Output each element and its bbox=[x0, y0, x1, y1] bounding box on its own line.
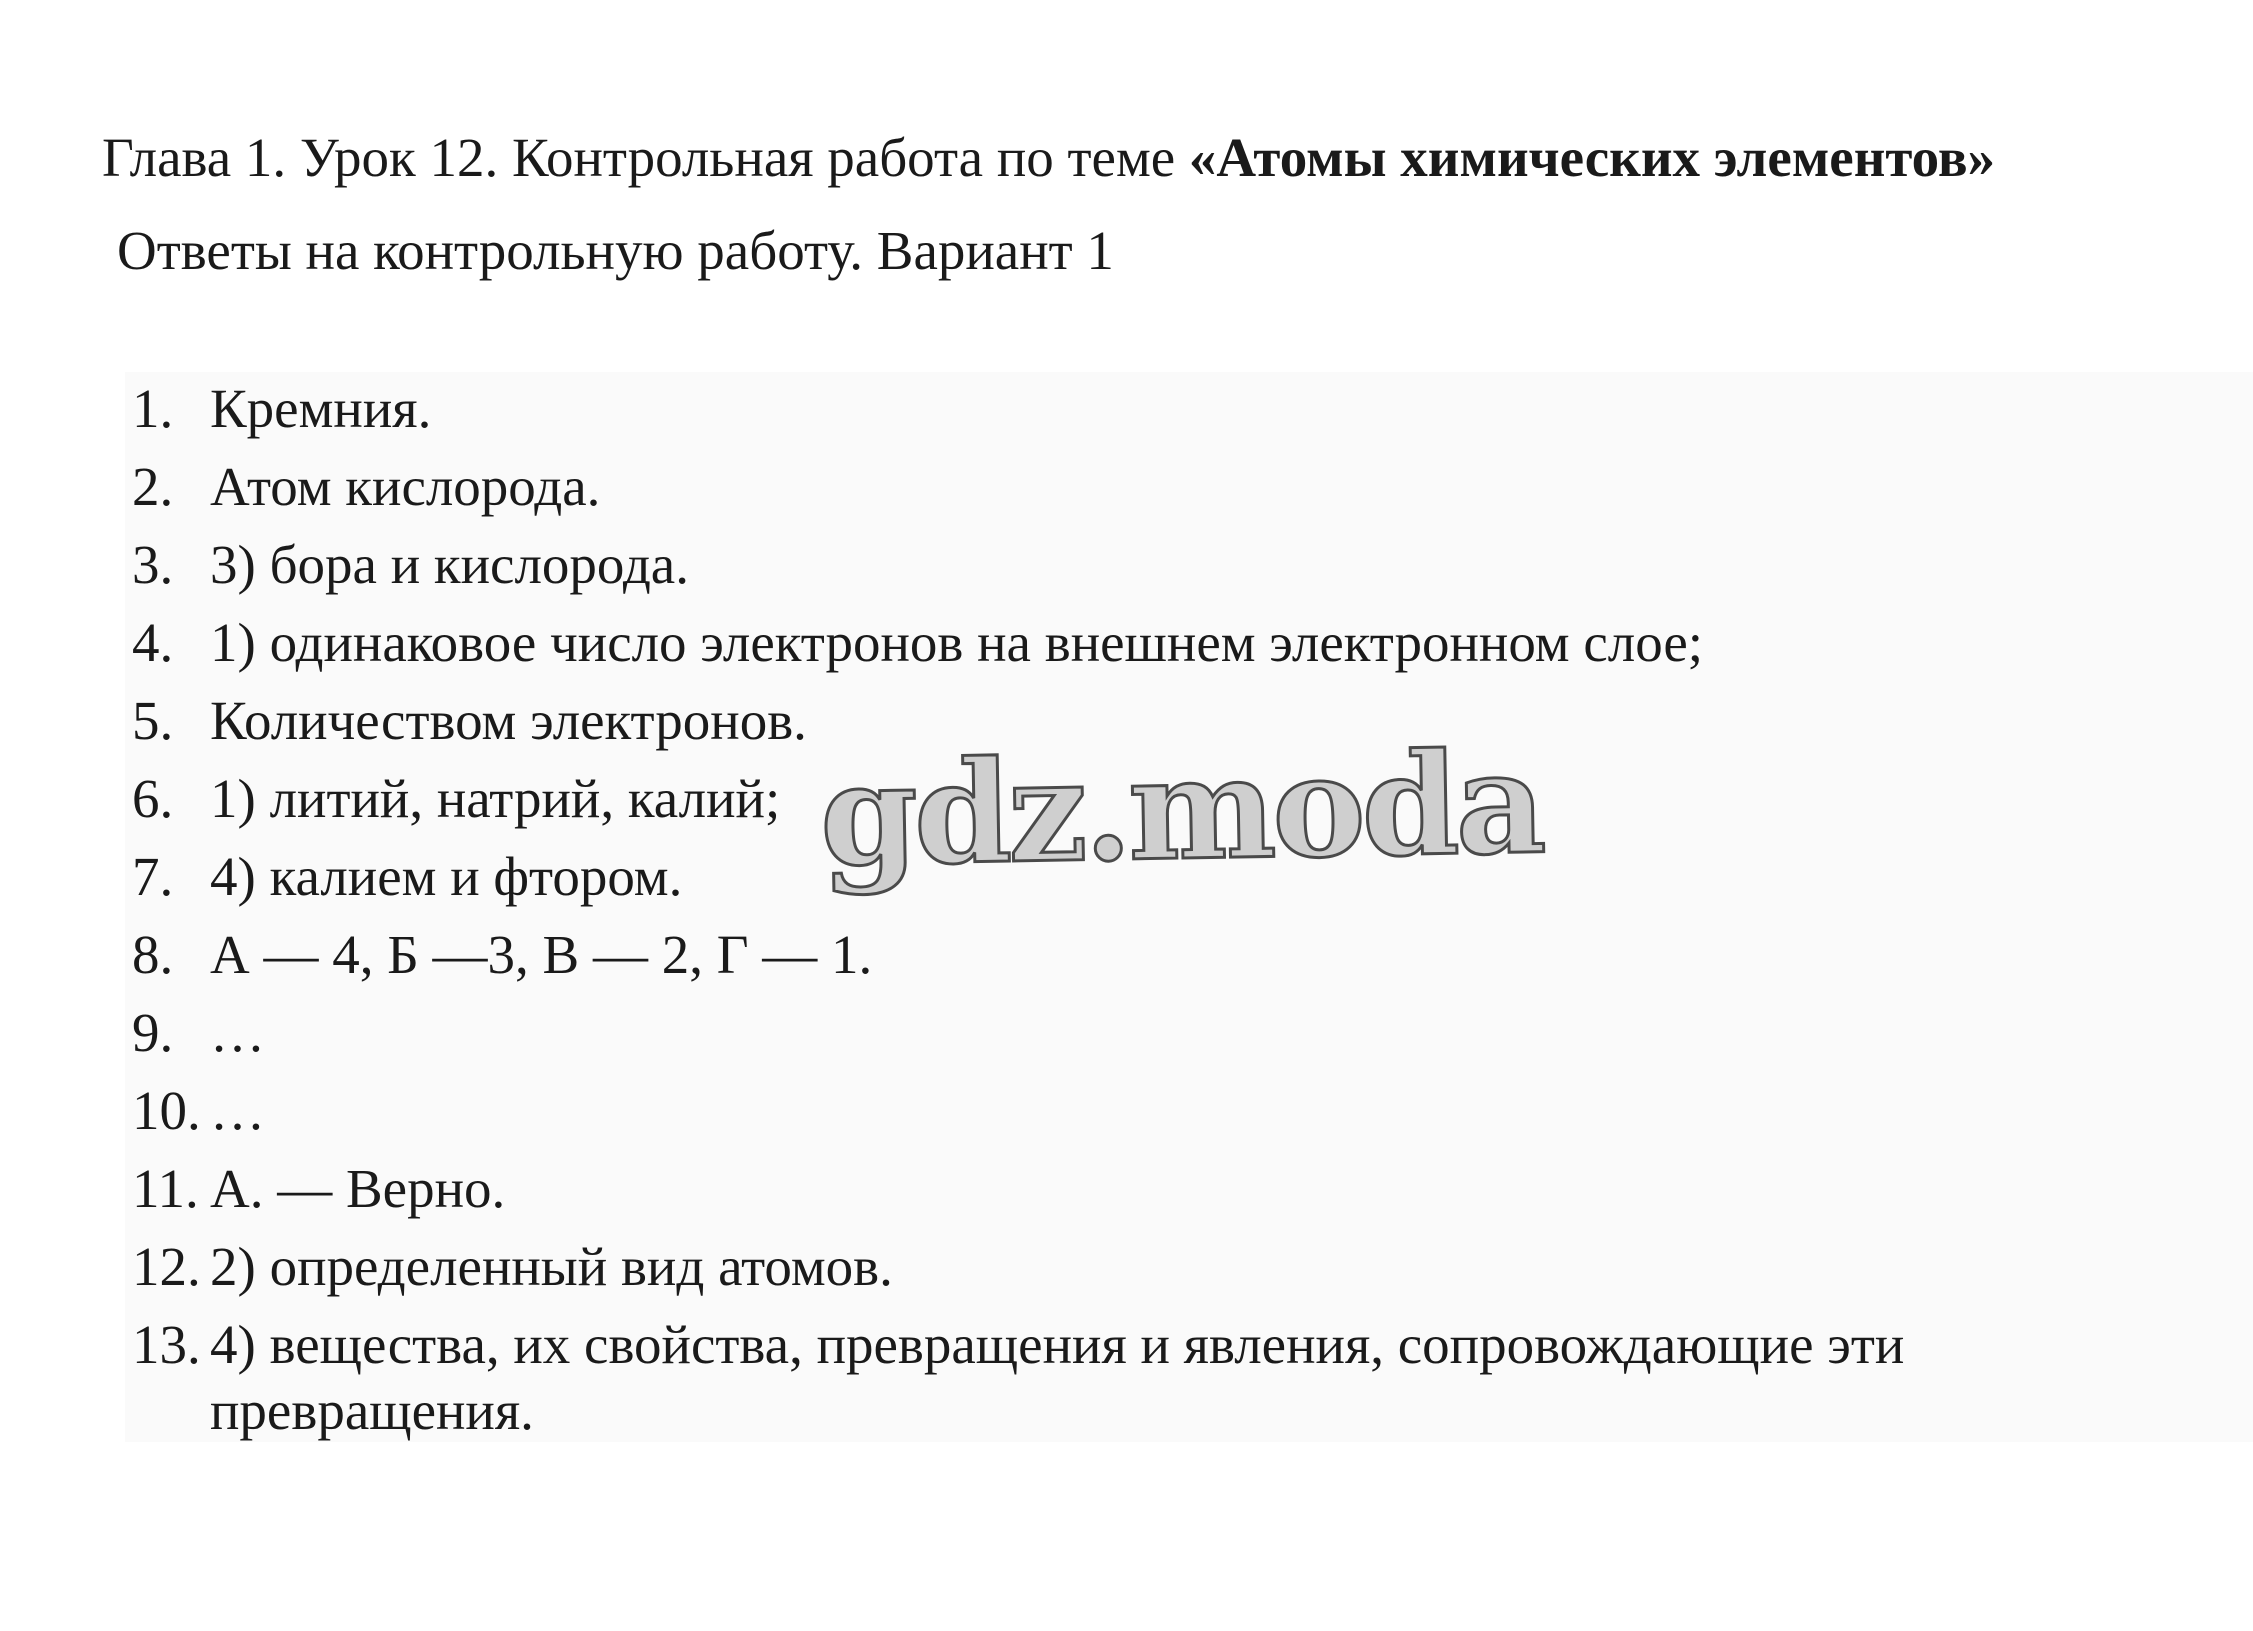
answer-text: 1) одинаковое число электронов на внешнем электронном слое; bbox=[210, 612, 1704, 673]
answer-item-12 bbox=[132, 1228, 2170, 1306]
answer-text: 4) вещества, их свойства, превращения и явления, сопровождающие эти превращения. bbox=[210, 1314, 1905, 1441]
answer-text: 3) бора и кислорода. bbox=[210, 534, 689, 595]
answer-text: … bbox=[210, 1080, 265, 1141]
answer-number: 7. bbox=[132, 846, 174, 907]
answer-number: 5. bbox=[132, 690, 174, 751]
answer-item-8 bbox=[132, 916, 2170, 994]
answers-list bbox=[132, 370, 2170, 1444]
answer-item-3 bbox=[132, 526, 2170, 604]
answer-text: А — 4, Б —3, В — 2, Г — 1. bbox=[210, 924, 873, 985]
answer-item-11 bbox=[132, 1150, 2170, 1228]
answer-number: 3. bbox=[132, 534, 174, 595]
answer-item-4 bbox=[132, 604, 2170, 682]
answer-number: 8. bbox=[132, 924, 174, 985]
answer-text: … bbox=[210, 1002, 265, 1063]
answer-text: 1) литий, натрий, калий; bbox=[210, 768, 781, 829]
answer-number: 9. bbox=[132, 1002, 174, 1063]
answer-number: 12. bbox=[132, 1236, 201, 1297]
answer-number: 4. bbox=[132, 612, 174, 673]
answer-number: 11. bbox=[132, 1158, 199, 1219]
answer-number: 2. bbox=[132, 456, 174, 517]
answer-number: 1. bbox=[132, 378, 174, 439]
answer-text: Кремния. bbox=[210, 378, 432, 439]
answer-number: 10. bbox=[132, 1080, 201, 1141]
title-prefix: Глава 1. Урок 12. Контрольная работа по теме bbox=[102, 127, 1189, 188]
title-topic: «Атомы химических элементов» bbox=[1188, 127, 1996, 188]
answer-item-2 bbox=[132, 448, 2170, 526]
answer-item-10 bbox=[132, 1072, 2170, 1150]
answer-item-9 bbox=[132, 994, 2170, 1072]
answer-item-1 bbox=[132, 370, 2170, 448]
answer-text: 4) калием и фтором. bbox=[210, 846, 683, 907]
answer-text: А. — Верно. bbox=[210, 1158, 506, 1219]
answer-number: 13. bbox=[132, 1314, 201, 1375]
answer-text: 2) определенный вид атомов. bbox=[210, 1236, 893, 1297]
answer-number: 6. bbox=[132, 768, 174, 829]
answer-item-13 bbox=[132, 1306, 2170, 1444]
watermark-logo: gdz.moda bbox=[818, 721, 1544, 899]
page-subtitle: Ответы на контрольную работу. Вариант 1 bbox=[117, 220, 1114, 281]
answer-text: Количеством электронов. bbox=[210, 690, 807, 751]
answer-text: Атом кислорода. bbox=[210, 456, 601, 517]
page-title bbox=[102, 118, 1995, 198]
